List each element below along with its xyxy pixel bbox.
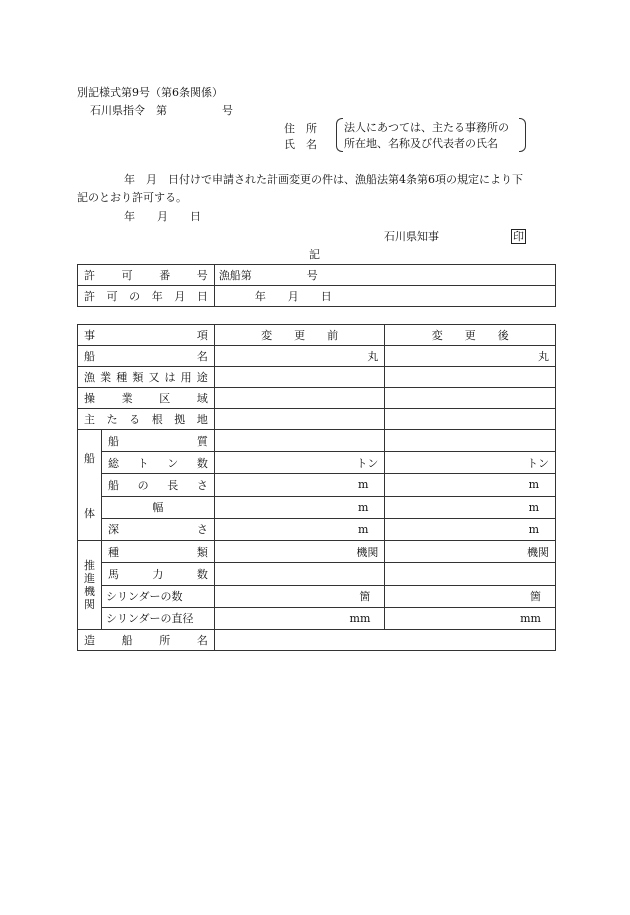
header-item: 事 項 bbox=[84, 329, 208, 342]
cylinder-count-after: 箇 bbox=[385, 585, 556, 607]
ship-width-before: m bbox=[214, 496, 385, 518]
change-table bbox=[77, 324, 556, 651]
header-before: 変 更 前 bbox=[214, 325, 385, 346]
ki-heading: 記 bbox=[309, 248, 320, 261]
permit-number-value: 漁船第 号 bbox=[214, 265, 555, 286]
issue-date: 年 月 日 bbox=[124, 210, 201, 223]
header-after: 変 更 後 bbox=[385, 325, 556, 346]
governor-title: 石川県知事 bbox=[384, 230, 439, 243]
hull-material-label: 船 質 bbox=[107, 434, 208, 448]
cylinder-diameter-after: mm bbox=[385, 607, 556, 629]
address-label: 住 所 bbox=[284, 122, 317, 135]
engine-type-label: 種 類 bbox=[107, 545, 208, 559]
name-label: 氏 名 bbox=[284, 138, 317, 151]
home-port-label: 主 た る 根 拠 地 bbox=[84, 413, 208, 426]
table-row bbox=[78, 286, 556, 307]
permit-date-label: 許 可 の 年 月 日 bbox=[84, 290, 208, 303]
permit-number-label: 許 可 番 号 bbox=[84, 269, 208, 282]
applicant-note-line1: 法人にあつては、主たる事務所の bbox=[344, 121, 509, 134]
ship-length-after: m bbox=[385, 474, 556, 496]
permit-table bbox=[77, 264, 556, 307]
table-row bbox=[78, 265, 556, 286]
gross-tonnage-label: 総 ト ン 数 bbox=[107, 456, 208, 470]
horsepower-label: 馬 力 数 bbox=[107, 567, 208, 581]
table-row bbox=[78, 388, 556, 409]
engine-type-after: 機関 bbox=[385, 541, 556, 563]
table-row bbox=[78, 346, 556, 367]
shipyard-label: 造 船 所 名 bbox=[84, 634, 208, 647]
ship-name-before: 丸 bbox=[214, 346, 385, 367]
ship-depth-before: m bbox=[214, 518, 385, 540]
cylinder-diameter-label: シリンダーの直径 bbox=[101, 607, 214, 629]
table-row bbox=[78, 474, 556, 496]
seal-mark: 印 bbox=[513, 230, 524, 243]
permit-date-value: 年 月 日 bbox=[214, 286, 555, 307]
table-row bbox=[78, 430, 556, 452]
ship-depth-after: m bbox=[385, 518, 556, 540]
ship-width-label: 幅 bbox=[101, 496, 214, 518]
ship-length-before: m bbox=[214, 474, 385, 496]
body-line1: 年 月 日付けで申請された計画変更の件は、漁船法第4条第6項の規定により下 bbox=[124, 173, 523, 186]
form-title: 別記様式第9号（第6条関係） bbox=[77, 86, 223, 99]
table-row bbox=[78, 409, 556, 430]
ship-name-label: 船 名 bbox=[84, 350, 208, 363]
table-row bbox=[78, 367, 556, 388]
body-line2: 記のとおり許可する。 bbox=[77, 191, 187, 204]
gross-tonnage-after: トン bbox=[385, 452, 556, 474]
permit-reference: 石川県指令 第 号 bbox=[90, 104, 233, 117]
table-row bbox=[78, 585, 556, 607]
table-row bbox=[78, 607, 556, 629]
hull-group-label: 船 体 bbox=[78, 430, 102, 541]
engine-group-label: 推 進 機 関 bbox=[78, 541, 102, 630]
engine-type-before: 機関 bbox=[214, 541, 385, 563]
operation-area-label: 操 業 区 域 bbox=[84, 392, 208, 405]
ship-name-after: 丸 bbox=[385, 346, 556, 367]
ship-length-label: 船 の 長 さ bbox=[107, 478, 208, 492]
cylinder-count-label: シリンダーの数 bbox=[101, 585, 214, 607]
gross-tonnage-before: トン bbox=[214, 452, 385, 474]
ship-width-after: m bbox=[385, 496, 556, 518]
ship-depth-label: 深 さ bbox=[107, 523, 208, 537]
cylinder-count-before: 箇 bbox=[214, 585, 385, 607]
table-row bbox=[78, 541, 556, 563]
table-row bbox=[78, 452, 556, 474]
table-row bbox=[78, 518, 556, 540]
table-row bbox=[78, 496, 556, 518]
applicant-note-line2: 所在地、名称及び代表者の氏名 bbox=[344, 137, 498, 150]
table-header-row bbox=[78, 325, 556, 346]
table-row bbox=[78, 563, 556, 585]
table-row bbox=[78, 630, 556, 651]
fishery-type-label: 漁 業 種 類 又 は 用 途 bbox=[84, 371, 208, 384]
cylinder-diameter-before: mm bbox=[214, 607, 385, 629]
